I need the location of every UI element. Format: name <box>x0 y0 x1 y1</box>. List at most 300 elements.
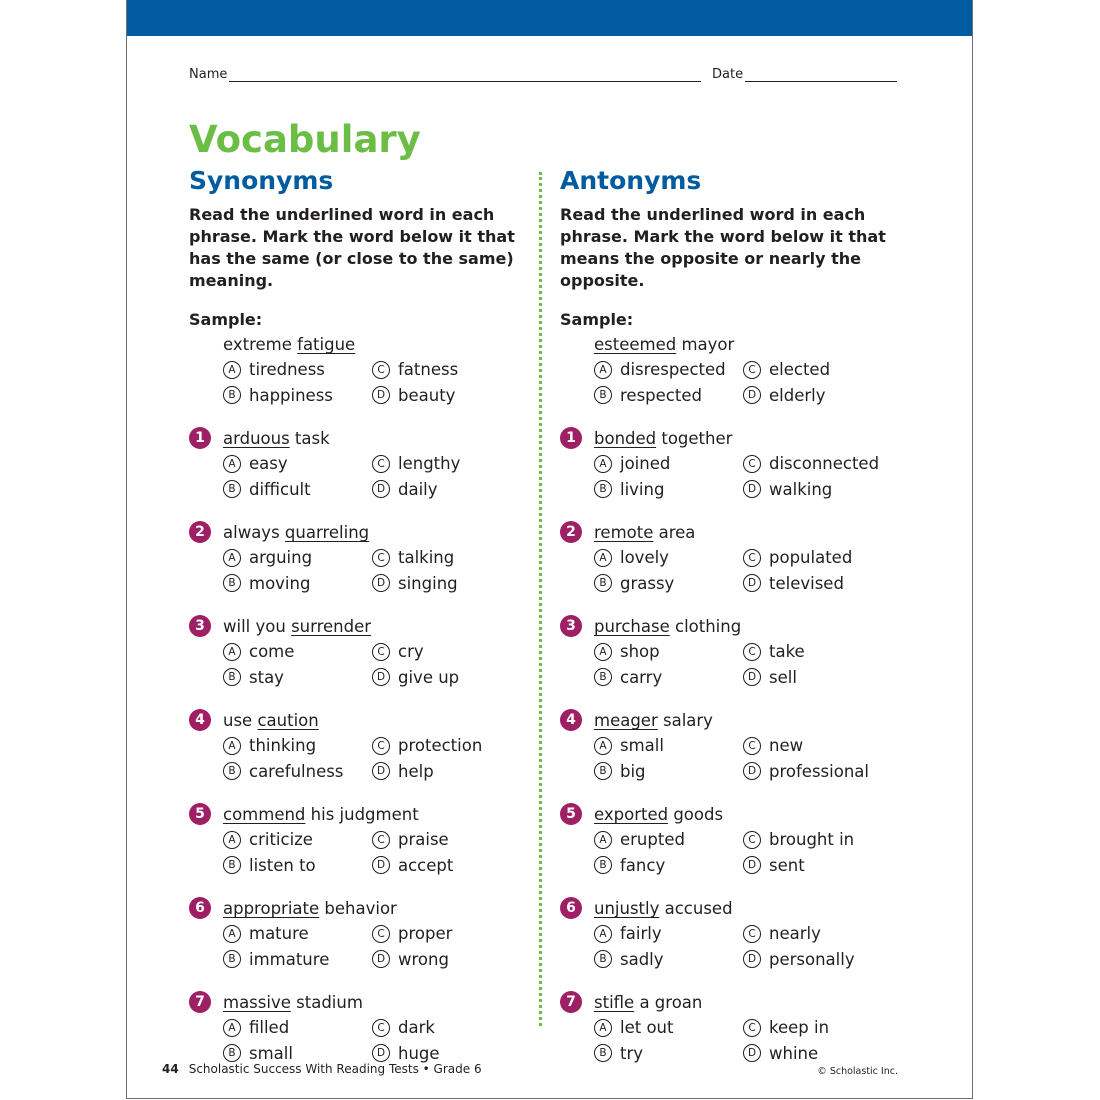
synonyms-sample-label: Sample: <box>189 310 263 329</box>
page-number: 44 <box>162 1062 179 1076</box>
answer-text: disconnected <box>769 454 880 474</box>
answer-text: carefulness <box>249 761 344 781</box>
phrase-text: stadium <box>290 993 363 1012</box>
worksheet-page <box>126 0 973 1099</box>
answer-option-b[interactable] <box>594 759 743 785</box>
question-number: 1 <box>560 427 582 449</box>
question-item <box>189 614 529 690</box>
answer-option-d[interactable] <box>372 759 532 785</box>
answer-option-b[interactable] <box>223 477 372 503</box>
answer-options <box>189 827 529 878</box>
answer-options <box>560 827 900 878</box>
question-item <box>560 990 900 1066</box>
answer-bubble-a[interactable]: A <box>223 1019 241 1037</box>
answer-text: help <box>398 761 434 781</box>
answer-option-b[interactable] <box>223 571 372 597</box>
antonyms-heading: Antonyms <box>560 166 702 195</box>
answer-option-c[interactable] <box>372 1015 532 1041</box>
answer-text: erupted <box>620 830 685 850</box>
answer-bubble-c[interactable]: C <box>372 831 390 849</box>
answer-text: beauty <box>398 385 456 405</box>
answer-bubble-a[interactable]: A <box>594 1019 612 1037</box>
answer-text: whine <box>769 1043 819 1063</box>
answer-text: new <box>769 736 804 756</box>
phrase <box>560 990 900 1015</box>
answer-option-a[interactable] <box>594 357 743 383</box>
answer-option-d[interactable] <box>372 665 532 691</box>
answer-option-d[interactable] <box>743 665 903 691</box>
phrase <box>189 708 529 733</box>
underlined-word: remote <box>594 523 654 542</box>
answer-option-a[interactable] <box>594 451 743 477</box>
answer-text: happiness <box>249 385 333 405</box>
answer-text: walking <box>769 479 833 499</box>
answer-bubble-d[interactable]: D <box>743 856 761 874</box>
underlined-word: bonded <box>594 429 657 448</box>
answer-options <box>189 733 529 784</box>
answer-text: easy <box>249 454 288 474</box>
copyright: © Scholastic Inc. <box>817 1066 898 1077</box>
phrase <box>189 520 529 545</box>
answer-text: populated <box>769 548 853 568</box>
answer-text: listen to <box>249 855 316 875</box>
answer-bubble-b[interactable]: B <box>594 1044 612 1062</box>
answer-options <box>560 921 900 972</box>
phrase-text: together <box>656 429 733 448</box>
answer-bubble-b[interactable]: B <box>223 386 241 404</box>
answer-bubble-b[interactable]: B <box>223 574 241 592</box>
underlined-word: surrender <box>291 617 372 636</box>
question-number: 7 <box>189 991 211 1013</box>
answer-option-a[interactable] <box>594 545 743 571</box>
answer-option-b[interactable] <box>223 759 372 785</box>
answer-bubble-a[interactable]: A <box>594 831 612 849</box>
answer-option-c[interactable] <box>372 733 532 759</box>
underlined-word: arduous <box>223 429 290 448</box>
answer-option-a[interactable] <box>223 545 372 571</box>
antonyms-sample-label: Sample: <box>560 310 634 329</box>
answer-option-c[interactable] <box>743 1015 903 1041</box>
answer-options <box>560 357 900 408</box>
phrase <box>189 332 529 357</box>
answer-bubble-d[interactable]: D <box>743 762 761 780</box>
answer-text: small <box>620 736 664 756</box>
answer-bubble-d[interactable]: D <box>743 668 761 686</box>
phrase <box>189 426 529 451</box>
phrase-text: goods <box>668 805 724 824</box>
answer-option-c[interactable] <box>372 827 532 853</box>
answer-text: sadly <box>620 949 664 969</box>
answer-text: proper <box>398 924 453 944</box>
underlined-word: appropriate <box>223 899 320 918</box>
answer-bubble-c[interactable]: C <box>743 1019 761 1037</box>
answer-option-a[interactable] <box>594 921 743 947</box>
phrase <box>560 802 900 827</box>
answer-option-b[interactable] <box>594 1041 743 1067</box>
answer-option-d[interactable] <box>743 947 903 973</box>
answer-text: mature <box>249 924 309 944</box>
answer-text: dark <box>398 1018 435 1038</box>
answer-bubble-c[interactable]: C <box>372 737 390 755</box>
question-item <box>560 520 900 596</box>
answer-option-a[interactable] <box>223 827 372 853</box>
answer-text: protection <box>398 736 483 756</box>
sample-item <box>189 332 529 408</box>
answer-options <box>189 921 529 972</box>
answer-text: keep in <box>769 1018 830 1038</box>
book-title: Scholastic Success With Reading Tests • Grade 6 <box>188 1062 482 1076</box>
answer-options <box>560 451 900 502</box>
phrase <box>560 614 900 639</box>
answer-option-a[interactable] <box>594 827 743 853</box>
answer-option-c[interactable] <box>743 639 903 665</box>
question-number: 2 <box>560 521 582 543</box>
answer-text: personally <box>769 949 855 969</box>
answer-options <box>560 639 900 690</box>
answer-option-d[interactable] <box>372 477 532 503</box>
answer-option-b[interactable] <box>594 571 743 597</box>
column-divider <box>539 172 542 1026</box>
underlined-word: exported <box>594 805 669 824</box>
answer-text: difficult <box>249 479 311 499</box>
answer-bubble-c[interactable]: C <box>743 643 761 661</box>
answer-text: big <box>620 761 646 781</box>
answer-option-a[interactable] <box>223 451 372 477</box>
answer-option-d[interactable] <box>372 853 532 879</box>
answer-text: elected <box>769 360 831 380</box>
answer-option-d[interactable] <box>743 1041 903 1067</box>
answer-bubble-d[interactable]: D <box>372 574 390 592</box>
question-number: 4 <box>560 709 582 731</box>
answer-bubble-a[interactable]: A <box>594 361 612 379</box>
answer-bubble-b[interactable]: B <box>223 856 241 874</box>
answer-text: living <box>620 479 665 499</box>
date-line <box>745 81 897 82</box>
answer-options <box>560 1015 900 1066</box>
phrase <box>189 802 529 827</box>
answer-bubble-a[interactable]: A <box>594 455 612 473</box>
answer-option-d[interactable] <box>743 383 903 409</box>
question-number: 5 <box>189 803 211 825</box>
answer-text: small <box>249 1043 293 1063</box>
answer-text: fancy <box>620 855 666 875</box>
phrase <box>560 896 900 921</box>
answer-option-c[interactable] <box>743 733 903 759</box>
answer-option-c[interactable] <box>372 545 532 571</box>
answer-option-a[interactable] <box>223 733 372 759</box>
answer-bubble-d[interactable]: D <box>743 950 761 968</box>
answer-text: thinking <box>249 736 317 756</box>
underlined-word: purchase <box>594 617 670 636</box>
name-label: Name <box>189 67 228 82</box>
answer-text: immature <box>249 949 330 969</box>
phrase <box>189 990 529 1015</box>
answer-text: come <box>249 642 295 662</box>
answer-text: brought in <box>769 830 855 850</box>
underlined-word: massive <box>223 993 291 1012</box>
answer-option-a[interactable] <box>223 921 372 947</box>
question-item <box>189 990 529 1066</box>
answer-bubble-d[interactable]: D <box>372 480 390 498</box>
top-color-bar <box>127 0 972 36</box>
phrase-text: area <box>653 523 696 542</box>
answer-text: let out <box>620 1018 674 1038</box>
answer-option-c[interactable] <box>372 357 532 383</box>
question-number: 6 <box>189 897 211 919</box>
phrase <box>560 520 900 545</box>
answer-bubble-a[interactable]: A <box>223 549 241 567</box>
answer-text: moving <box>249 573 311 593</box>
answer-bubble-d[interactable]: D <box>372 950 390 968</box>
answer-text: respected <box>620 385 702 405</box>
answer-text: singing <box>398 573 458 593</box>
name-date-row <box>189 67 744 82</box>
answer-bubble-d[interactable]: D <box>743 480 761 498</box>
answer-bubble-b[interactable]: B <box>594 574 612 592</box>
answer-bubble-a[interactable]: A <box>223 737 241 755</box>
answer-option-b[interactable] <box>594 477 743 503</box>
answer-option-a[interactable] <box>223 639 372 665</box>
answer-text: carry <box>620 667 663 687</box>
answer-bubble-b[interactable]: B <box>223 1044 241 1062</box>
answer-text: talking <box>398 548 455 568</box>
phrase-text: always <box>223 523 285 542</box>
answer-bubble-a[interactable]: A <box>594 549 612 567</box>
answer-text: accept <box>398 855 454 875</box>
answer-text: disrespected <box>620 360 726 380</box>
answer-text: lovely <box>620 548 669 568</box>
answer-option-c[interactable] <box>372 639 532 665</box>
answer-option-b[interactable] <box>223 947 372 973</box>
antonyms-instructions: Read the underlined word in each phrase. Mark the word below it that means the opposite or nearly the opposite. <box>560 205 886 290</box>
answer-text: televised <box>769 573 844 593</box>
question-number: 6 <box>560 897 582 919</box>
answer-bubble-c[interactable]: C <box>743 925 761 943</box>
answer-text: daily <box>398 479 438 499</box>
underlined-word: unjustly <box>594 899 660 918</box>
answer-bubble-c[interactable]: C <box>372 455 390 473</box>
answer-option-a[interactable] <box>594 1015 743 1041</box>
answer-text: stay <box>249 667 284 687</box>
answer-bubble-c[interactable]: C <box>372 1019 390 1037</box>
underlined-word: meager <box>594 711 658 730</box>
answer-option-c[interactable] <box>743 827 903 853</box>
question-item <box>189 520 529 596</box>
answer-bubble-c[interactable]: C <box>372 549 390 567</box>
answer-text: huge <box>398 1043 440 1063</box>
answer-text: elderly <box>769 385 826 405</box>
phrase <box>189 614 529 639</box>
question-number: 3 <box>560 615 582 637</box>
answer-bubble-a[interactable]: A <box>223 925 241 943</box>
answer-bubble-d[interactable]: D <box>372 668 390 686</box>
answer-bubble-a[interactable]: A <box>594 737 612 755</box>
underlined-word: stifle <box>594 993 635 1012</box>
phrase-text: accused <box>659 899 733 918</box>
sample-item <box>560 332 900 408</box>
phrase-text: a groan <box>634 993 703 1012</box>
answer-option-b[interactable] <box>594 947 743 973</box>
phrase <box>189 896 529 921</box>
question-number: 7 <box>560 991 582 1013</box>
answer-text: wrong <box>398 949 449 969</box>
answer-text: filled <box>249 1018 290 1038</box>
answer-options <box>189 357 529 408</box>
phrase-text: task <box>289 429 330 448</box>
answer-bubble-c[interactable]: C <box>743 455 761 473</box>
answer-bubble-c[interactable]: C <box>743 549 761 567</box>
answer-option-b[interactable] <box>223 853 372 879</box>
answer-bubble-b[interactable]: B <box>594 668 612 686</box>
question-item <box>189 426 529 502</box>
synonyms-section <box>189 166 529 1066</box>
answer-bubble-d[interactable]: D <box>372 856 390 874</box>
answer-bubble-b[interactable]: B <box>223 668 241 686</box>
answer-bubble-b[interactable]: B <box>223 950 241 968</box>
answer-option-c[interactable] <box>372 451 532 477</box>
answer-text: cry <box>398 642 424 662</box>
question-number: 5 <box>560 803 582 825</box>
answer-bubble-a[interactable]: A <box>223 643 241 661</box>
answer-bubble-b[interactable]: B <box>594 480 612 498</box>
answer-bubble-b[interactable]: B <box>594 856 612 874</box>
answer-bubble-c[interactable]: C <box>743 737 761 755</box>
answer-text: fatness <box>398 360 459 380</box>
answer-option-a[interactable] <box>223 1015 372 1041</box>
answer-option-b[interactable] <box>594 853 743 879</box>
answer-option-b[interactable] <box>594 383 743 409</box>
answer-bubble-d[interactable]: D <box>372 1044 390 1062</box>
question-number: 2 <box>189 521 211 543</box>
name-line <box>229 81 701 82</box>
answer-option-c[interactable] <box>743 545 903 571</box>
answer-text: criticize <box>249 830 313 850</box>
answer-bubble-a[interactable]: A <box>223 831 241 849</box>
answer-option-a[interactable] <box>223 357 372 383</box>
answer-text: praise <box>398 830 449 850</box>
answer-bubble-b[interactable]: B <box>223 762 241 780</box>
answer-text: give up <box>398 667 460 687</box>
answer-options <box>189 451 529 502</box>
answer-bubble-b[interactable]: B <box>223 480 241 498</box>
question-item <box>189 708 529 784</box>
answer-text: arguing <box>249 548 313 568</box>
answer-bubble-a[interactable]: A <box>594 643 612 661</box>
answer-bubble-c[interactable]: C <box>372 361 390 379</box>
answer-options <box>189 639 529 690</box>
phrase-text: salary <box>657 711 713 730</box>
answer-text: try <box>620 1043 644 1063</box>
answer-option-a[interactable] <box>594 733 743 759</box>
answer-option-b[interactable] <box>594 665 743 691</box>
answer-option-c[interactable] <box>743 357 903 383</box>
synonyms-heading: Synonyms <box>189 166 334 195</box>
question-number: 4 <box>189 709 211 731</box>
answer-options <box>189 1015 529 1066</box>
question-item <box>560 896 900 972</box>
answer-text: nearly <box>769 924 821 944</box>
answer-bubble-b[interactable]: B <box>594 386 612 404</box>
answer-bubble-d[interactable]: D <box>743 1044 761 1062</box>
answer-option-c[interactable] <box>743 921 903 947</box>
page-title: Vocabulary <box>189 118 421 161</box>
answer-option-c[interactable] <box>372 921 532 947</box>
answer-text: grassy <box>620 573 675 593</box>
answer-text: sell <box>769 667 797 687</box>
answer-bubble-c[interactable]: C <box>372 643 390 661</box>
answer-options <box>189 545 529 596</box>
antonyms-items <box>560 332 900 1066</box>
answer-bubble-d[interactable]: D <box>372 762 390 780</box>
date-label: Date <box>712 67 744 82</box>
answer-bubble-a[interactable]: A <box>223 361 241 379</box>
question-item <box>560 426 900 502</box>
underlined-word: esteemed <box>594 335 677 354</box>
answer-option-d[interactable] <box>743 571 903 597</box>
answer-bubble-c[interactable]: C <box>743 831 761 849</box>
question-item <box>189 896 529 972</box>
phrase <box>560 708 900 733</box>
answer-bubble-c[interactable]: C <box>743 361 761 379</box>
answer-bubble-a[interactable]: A <box>223 455 241 473</box>
phrase-text: extreme <box>223 335 298 354</box>
answer-option-b[interactable] <box>223 383 372 409</box>
answer-option-d[interactable] <box>743 759 903 785</box>
phrase-text: his judgment <box>305 805 419 824</box>
answer-text: fairly <box>620 924 662 944</box>
answer-option-c[interactable] <box>743 451 903 477</box>
answer-text: take <box>769 642 805 662</box>
synonyms-items <box>189 332 529 1066</box>
phrase-text: will you <box>223 617 292 636</box>
answer-option-d[interactable] <box>372 383 532 409</box>
phrase-text: mayor <box>676 335 735 354</box>
answer-bubble-d[interactable]: D <box>743 574 761 592</box>
phrase-text: clothing <box>669 617 742 636</box>
synonyms-instructions: Read the underlined word in each phrase. Mark the word below it that has the same (or close to the same) meaning. <box>189 205 515 290</box>
answer-bubble-b[interactable]: B <box>594 950 612 968</box>
answer-text: lengthy <box>398 454 461 474</box>
answer-text: professional <box>769 761 869 781</box>
answer-bubble-d[interactable]: D <box>372 386 390 404</box>
answer-options <box>560 733 900 784</box>
footer-book-info <box>162 1062 482 1076</box>
question-number: 3 <box>189 615 211 637</box>
phrase <box>560 332 900 357</box>
underlined-word: fatigue <box>297 335 356 354</box>
answer-option-d[interactable] <box>743 853 903 879</box>
answer-bubble-b[interactable]: B <box>594 762 612 780</box>
antonyms-section <box>560 166 900 1066</box>
answer-options <box>560 545 900 596</box>
underlined-word: quarreling <box>284 523 370 542</box>
answer-option-d[interactable] <box>372 571 532 597</box>
underlined-word: commend <box>223 805 306 824</box>
question-item <box>560 708 900 784</box>
phrase-text: use <box>223 711 258 730</box>
answer-option-d[interactable] <box>743 477 903 503</box>
answer-text: joined <box>620 454 671 474</box>
answer-option-d[interactable] <box>372 947 532 973</box>
answer-bubble-a[interactable]: A <box>594 925 612 943</box>
answer-text: shop <box>620 642 660 662</box>
question-item <box>560 614 900 690</box>
answer-bubble-c[interactable]: C <box>372 925 390 943</box>
answer-bubble-d[interactable]: D <box>743 386 761 404</box>
underlined-word: caution <box>257 711 319 730</box>
answer-option-a[interactable] <box>594 639 743 665</box>
answer-option-b[interactable] <box>223 665 372 691</box>
